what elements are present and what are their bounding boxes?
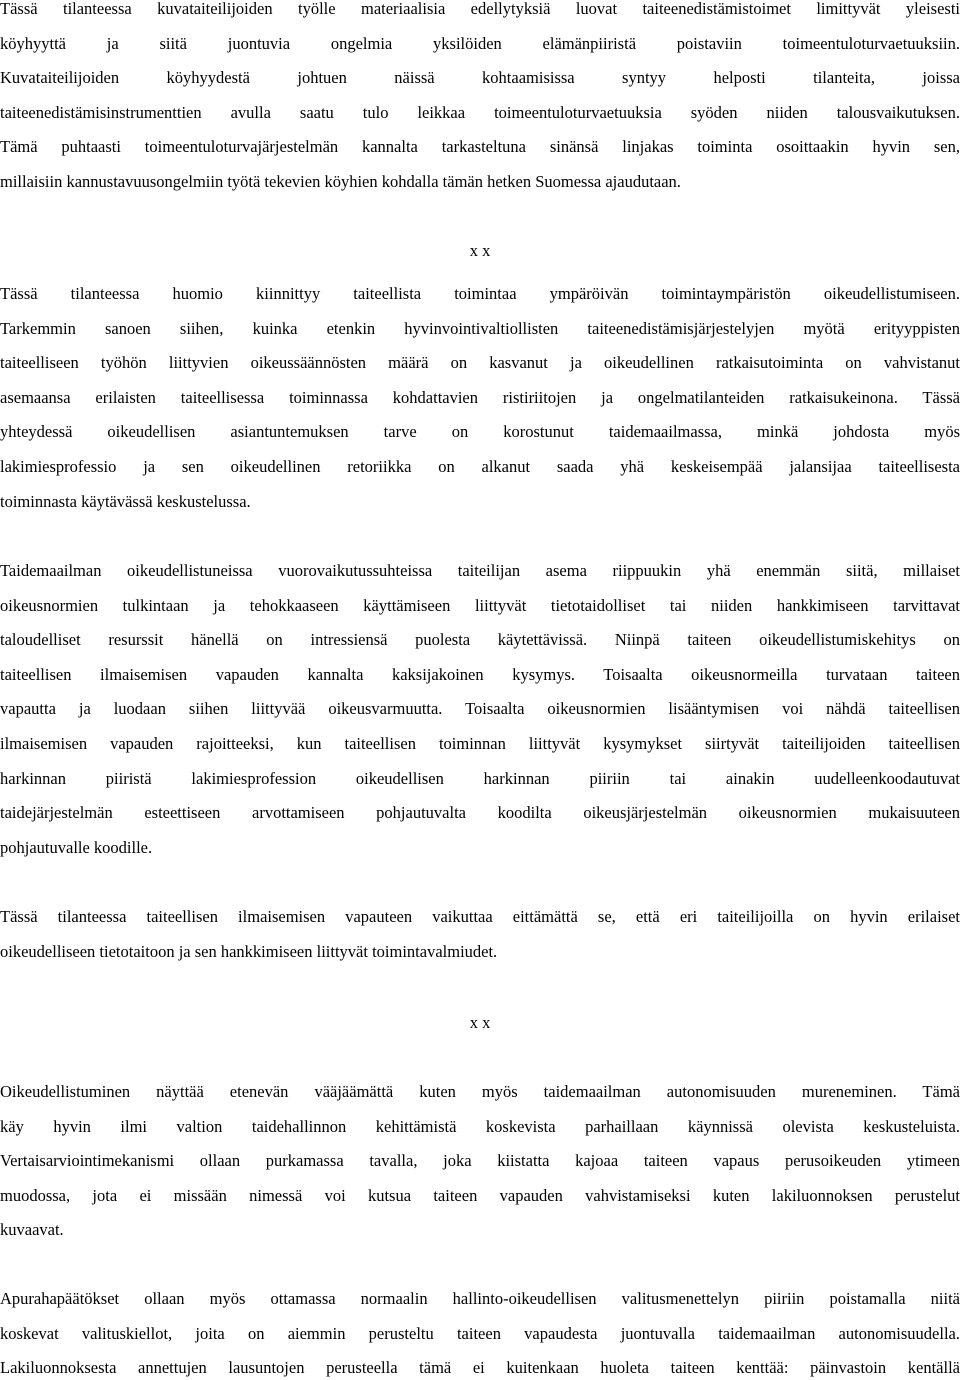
text-line: Tämä puhtaasti toimeentuloturvajärjestelmän kannalta tarkasteltuna sinänsä linjakas toiminta osoittaakin hyvin sen,: [0, 137, 960, 157]
text-line: Tässä tilanteessa taiteellisen ilmaisemisen vapauteen vaikuttaa eittämättä se, että eri taiteilijoilla on hyvin erilaiset: [0, 907, 960, 926]
text-line: Tarkemmin sanoen siihen, kuinka etenkin hyvinvointivaltiollisten taiteenedistämisjärjestelyjen myötä erityyppisten: [0, 318, 960, 338]
text-line: Vertaisarviointimekanismi ollaan purkamassa tavalla, joka kiistatta kajoaa taiteen vapaus perusoikeuden ytimeen: [0, 1151, 960, 1171]
text-line: kuvaavat.: [0, 1220, 64, 1240]
paragraph-1: [0, 0, 960, 200]
text-line: Tässä tilanteessa huomio kiinnittyy taiteellista toimintaa ympäröivän toimintaympäristön oikeudellistumiseen.: [0, 284, 960, 303]
text-line: Taidemaailman oikeudellistuneissa vuorovaikutussuhteissa taiteilijan asema riippuukin yhä enemmän siitä, millaiset: [0, 561, 960, 580]
text-line: taloudelliset resurssit hänellä on intressiensä puolesta käytettävissä. Niinpä taiteen oikeudellistumiskehitys on: [0, 630, 960, 650]
text-line: taiteenedistämisinstrumenttien avulla saatu tulo leikkaa toimeentuloturvaetuuksia syöden niiden talousvaikutuksen.: [0, 102, 960, 122]
section-separator: x x: [469, 241, 491, 260]
paragraph-4: [0, 900, 960, 969]
text-line: oikeusnormien tulkintaan ja tehokkaaseen käyttämiseen liittyvät tietotaidolliset tai niiden hankkimiseen tarvittavat: [0, 595, 960, 615]
text-line: vapautta ja luodaan siihen liittyvää oikeusvarmuutta. Toisaalta oikeusnormien lisääntymisen voi nähdä taiteellisen: [0, 699, 960, 719]
paragraph-5: [0, 1075, 960, 1248]
text-line: oikeudelliseen tietotaitoon ja sen hankkimiseen liittyvät toimintavalmiudet.: [0, 941, 498, 961]
text-line: köyhyyttä ja siitä juontuvia ongelmia yksilöiden elämänpiiristä poistaviin toimeentuloturvaetuuksiin.: [0, 33, 960, 53]
paragraph-3: [0, 554, 960, 865]
text-line: Oikeudellistuminen näyttää etenevän vääjäämättä kuten myös taidemaailman autonomisuuden mureneminen. Tämä: [0, 1082, 960, 1101]
paragraph-2: [0, 277, 960, 519]
section-separator: x x: [469, 1013, 491, 1032]
text-line: taiteellisen ilmaisemisen vapauden kannalta kaksijakoinen kysymys. Toisaalta oikeusnormeilla turvataan taiteen: [0, 664, 960, 684]
text-line: taiteelliseen työhön liittyvien oikeussäännösten määrä on kasvanut ja oikeudellinen ratkaisutoiminta on vahvistanut: [0, 353, 960, 373]
text-line: muodossa, jota ei missään nimessä voi kutsua taiteen vapauden vahvistamiseksi kuten lakiluonnoksen perustelut: [0, 1185, 960, 1205]
text-line: koskevat valituskiellot, joita on aiemmin perusteltu taiteen vapaudesta juontuvalla taidemaailman autonomisuudella.: [0, 1323, 960, 1343]
text-line: käy hyvin ilmi valtion taidehallinnon kehittämistä koskevista parhaillaan käynnissä olevista keskusteluista.: [0, 1116, 960, 1136]
text-line: yhteydessä oikeudellisen asiantuntemuksen tarve on korostunut taidemaailmassa, minkä johdosta myös: [0, 422, 960, 442]
text-line: ilmaisemisen vapauden rajoitteeksi, kun taiteellisen toiminnan liittyvät kysymykset siirtyvät taiteilijoiden taiteellisen: [0, 733, 960, 753]
text-line: Tässä tilanteessa kuvataiteilijoiden työlle materiaalisia edellytyksiä luovat taiteenedistämistoimet limittyvät yleisesti: [0, 0, 960, 18]
text-line: Lakiluonnoksesta annettujen lausuntojen perusteella tämä ei kuitenkaan huoleta taiteen kenttää: päinvastoin kentällä: [0, 1358, 960, 1378]
text-line: Kuvataiteilijoiden köyhyydestä johtuen näissä kohtaamisissa syntyy helposti tilanteita, joissa: [0, 68, 960, 88]
text-line: taidejärjestelmän esteettiseen arvottamiseen pohjautuvalta koodilta oikeusjärjestelmän oikeusnormien mukaisuuteen: [0, 803, 960, 823]
text-line: Apurahapäätökset ollaan myös ottamassa normaalin hallinto-oikeudellisen valitusmenettelyn piiriin poistamalla niitä: [0, 1289, 960, 1308]
paragraph-6: [0, 1282, 960, 1380]
text-line: lakimiesprofessio ja sen oikeudellinen retoriikka on alkanut saada yhä keskeisempää jalansijaa taiteellisesta: [0, 456, 960, 476]
text-line: asemaansa erilaisten taiteellisessa toiminnassa kohdattavien ristiriitojen ja ongelmatilanteiden ratkaisukeinona. Tässä: [0, 387, 960, 407]
text-line: toiminnasta käytävässä keskustelussa.: [0, 491, 251, 511]
text-line: pohjautuvalle koodille.: [0, 837, 153, 857]
text-line: millaisiin kannustavuusongelmiin työtä tekevien köyhien kohdalla tämän hetken Suomessa ajaudutaan.: [0, 171, 681, 191]
text-line: harkinnan piiristä lakimiesprofession oikeudellisen harkinnan piiriin tai ainakin uudelleenkoodautuvat: [0, 768, 960, 788]
